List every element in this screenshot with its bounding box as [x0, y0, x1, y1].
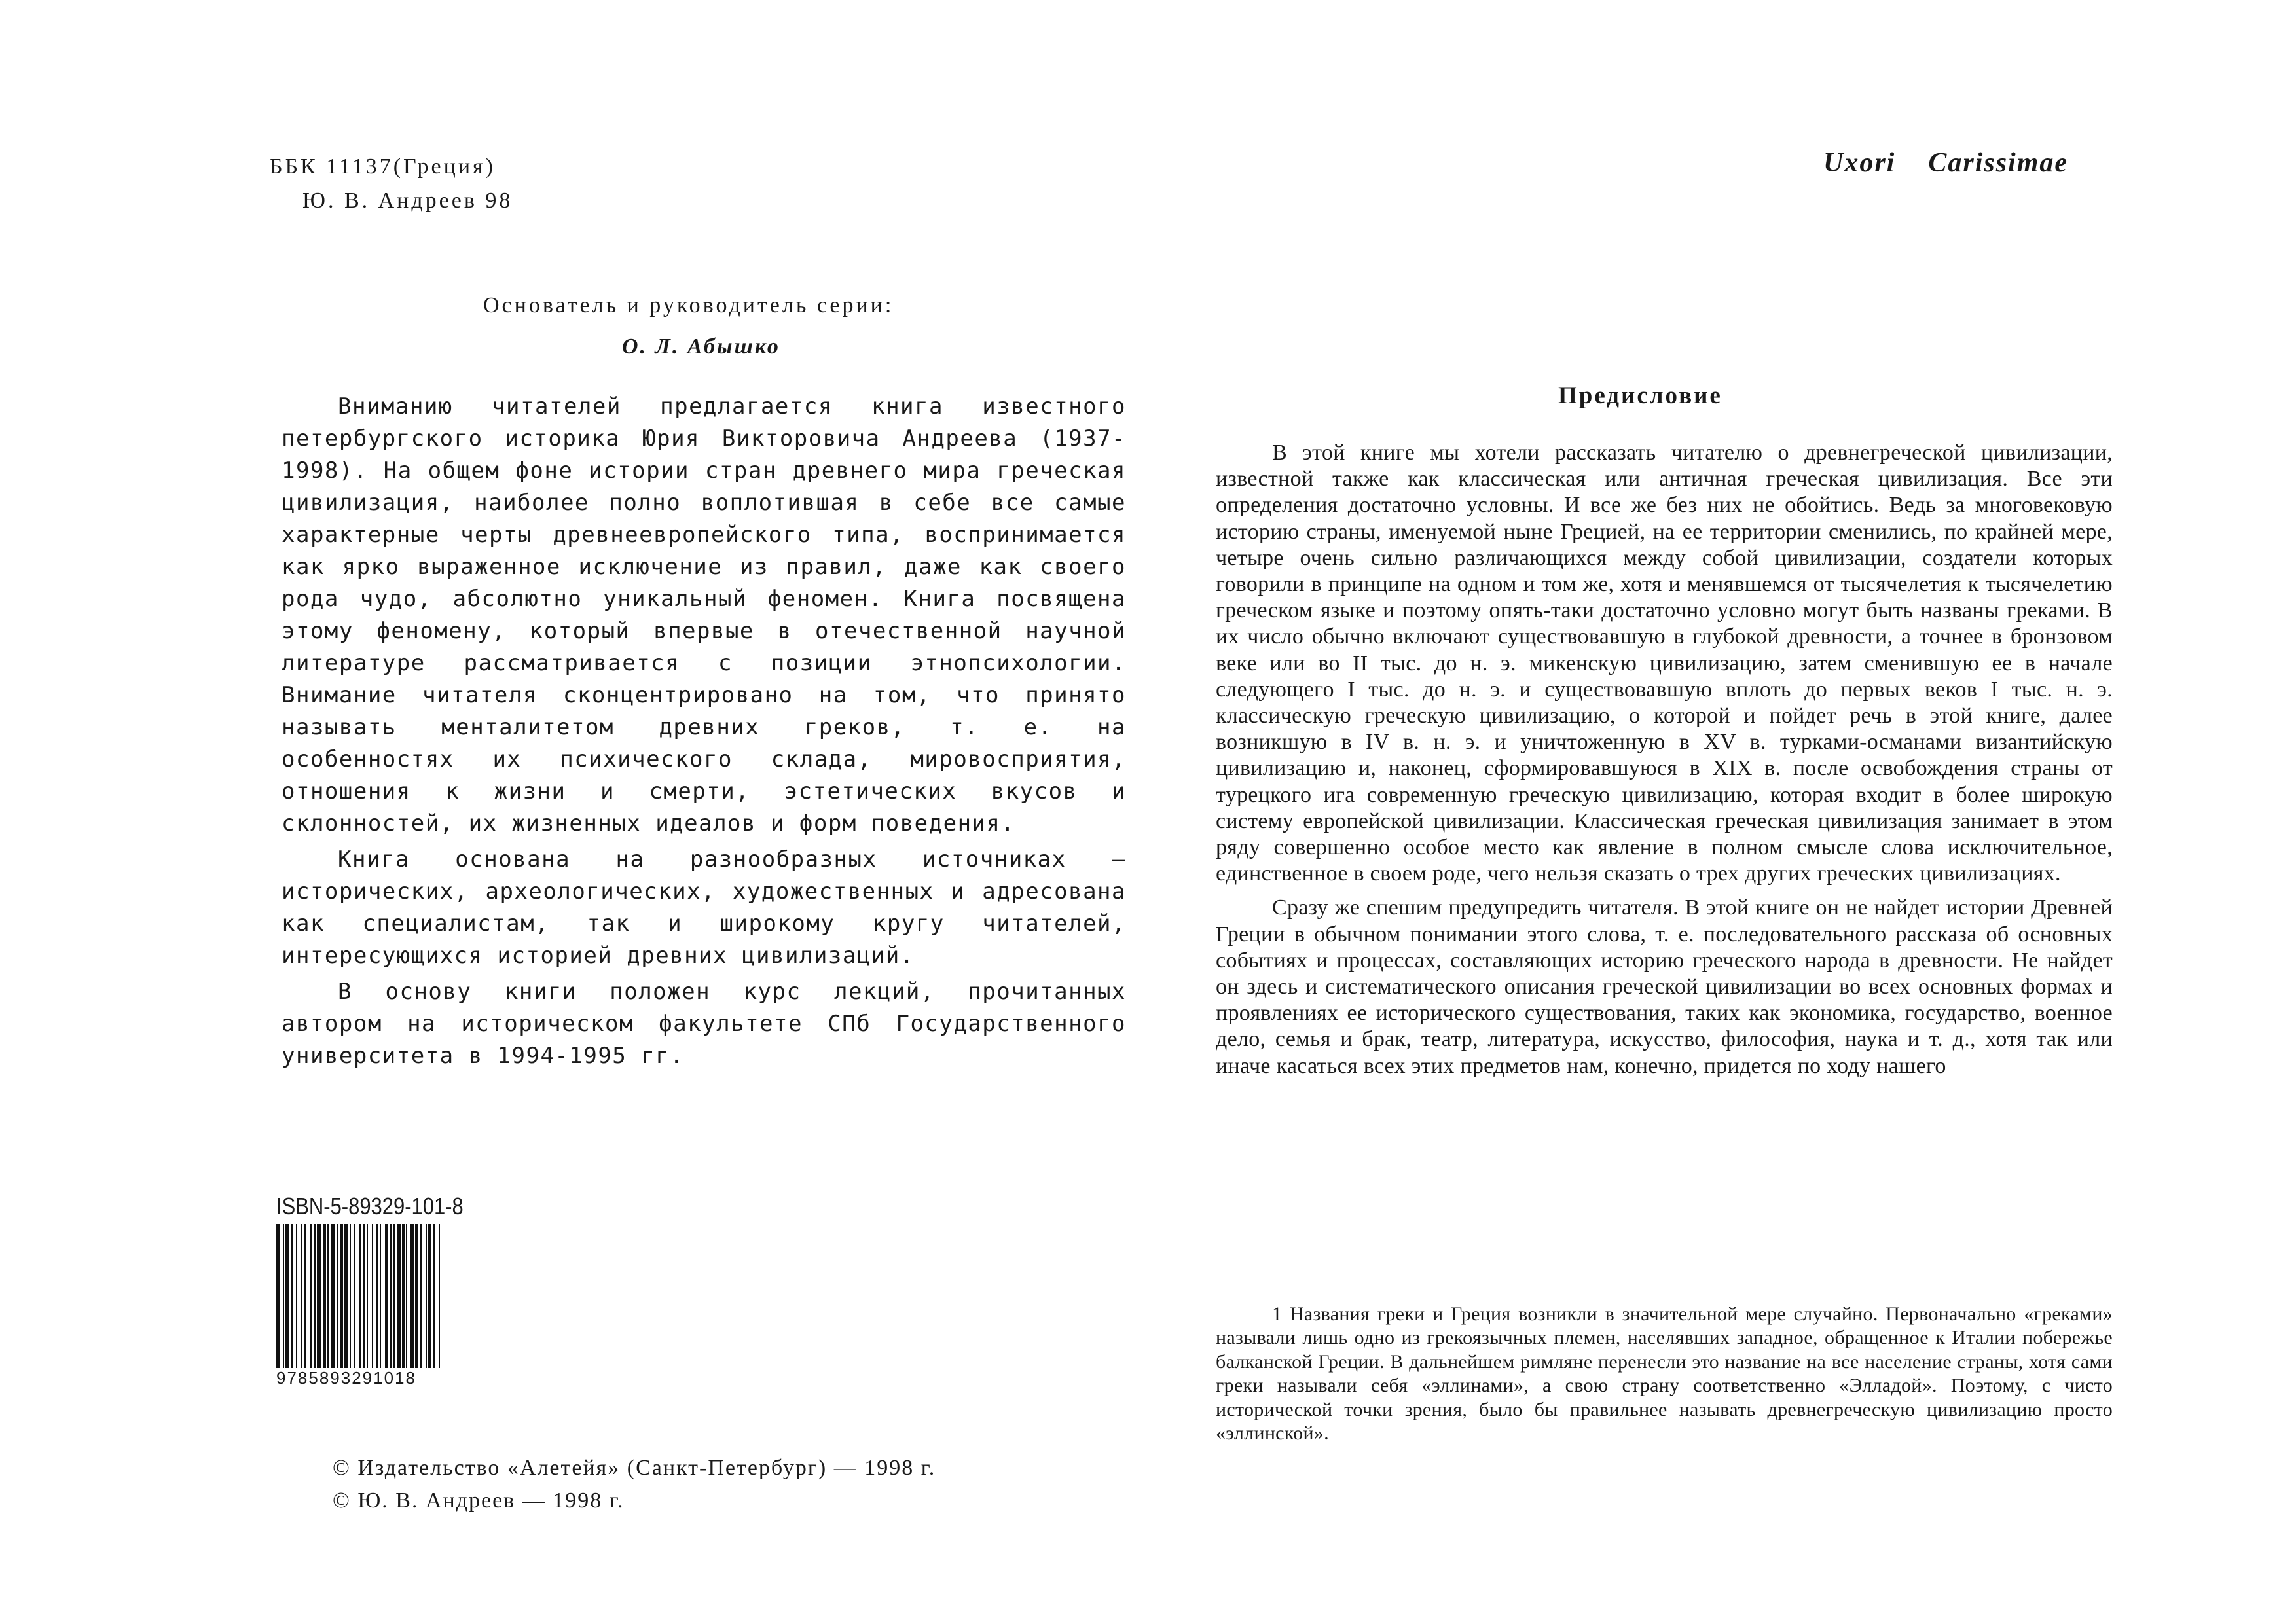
barcode-digits: 9785893291018: [276, 1369, 492, 1386]
preface-body: [1216, 440, 2113, 1079]
barcode-bar: [367, 1224, 368, 1368]
dedication: Uxori Carissimae: [1823, 148, 2069, 178]
barcode-bar: [380, 1224, 381, 1368]
barcode-bar: [296, 1224, 297, 1368]
barcode-bar: [359, 1224, 361, 1368]
barcode-bar: [340, 1224, 343, 1368]
footnote-text: 1 Названия греки и Греция возникли в значительной мере случайно. Первоначально «греками» называли лишь одно из грекоязычных племен, населявших западное, обращенное к Италии побережье балканской Греции. В дальнейшем римляне перенесли это название на все население страны, хотя сами греки называли себя «эллинами», а свою страну соответственно «Элладой». Поэтому, с чисто исторической точки зрения, было бы правильнее называть древнегреческую цивилизацию просто «эллинской».: [1216, 1303, 2113, 1445]
section-heading: Предисловие: [1558, 382, 1722, 409]
barcode-bar: [420, 1224, 422, 1368]
barcode-bar: [276, 1224, 280, 1368]
barcode-bar: [402, 1224, 405, 1368]
barcode-bar: [310, 1224, 312, 1368]
barcode-bar: [439, 1224, 440, 1368]
barcode-bar: [397, 1224, 401, 1368]
barcode-bar: [363, 1224, 365, 1368]
footnote: [1216, 1303, 2113, 1445]
barcode-bar: [426, 1224, 427, 1368]
barcode-bar: [301, 1224, 302, 1368]
barcode-bar: [323, 1224, 326, 1368]
isbn-label: ISBN-5-89329-101-8: [276, 1193, 464, 1219]
barcode: [276, 1224, 492, 1388]
barcode-bar: [433, 1224, 435, 1368]
series-founder-label: Основатель и руководитель серии:: [483, 293, 894, 317]
barcode-bar: [385, 1224, 388, 1368]
barcode-bar: [317, 1224, 321, 1368]
barcode-bar: [314, 1224, 316, 1368]
barcode-bar: [327, 1224, 329, 1368]
barcode-bar: [285, 1224, 289, 1368]
author-code: Ю. В. Андреев 98: [302, 189, 513, 213]
barcode-bar: [291, 1224, 293, 1368]
barcode-bar: [410, 1224, 414, 1368]
barcode-bar: [406, 1224, 407, 1368]
barcode-bar: [372, 1224, 373, 1368]
preface-paragraph: Сразу же спешим предупредить читателя. В этой книге он не найдет истории Древней Греции в обычном понимании этого слова, т. е. последовательного рассказа об основных событиях и процессах, составляющих историю греческого народа в древности. Не найдет он здесь и систематического описания греческой цивилизации во всех основных формах и проявлениях ее исторического существования, таких как экономика, государство, военное дело, семья и брак, театр, литература, искусство, философия, наука и т. д., хотя так или иначе касаться всех этих предметов нам, конечно, придется по ходу нашего: [1216, 895, 2113, 1078]
barcode-bar: [304, 1224, 306, 1368]
preface-paragraph: В этой книге мы хотели рассказать читателю о древнегреческой цивилизации, известной также как классическая или античная греческая цивилизация. Все эти определения достаточно условны. И все же без них не обойтись. Ведь за многовековую историю страны, именуемой ныне Грецией, на ее территории сменились, по крайней мере, четыре очень сильно различающихся между собой цивилизации, создатели которых говорили в принципе на одном и том же, хотя и менявшемся от тысячелетия к тысячелетию греческом языке и поэтому опять-таки достаточно условно могут быть названы греками. В их число обычно включают существовавшую в глубокой древности, а точнее в бронзовом веке или во II тыс. до н. э. микенскую цивилизацию, затем сменившую ее в начале следующего I тыс. до н. э. и существовавшую вплоть до первых веков I тыс. н. э. классическую греческую цивилизацию, о которой и пойдет речь в этой книге, далее возникшую в IV в. н. э. и уничтоженную в XV в. турками-османами византийскую цивилизацию и, наконец, сформировавшуюся в XIX в. после освобождения страны от турецкого ига современную греческую цивилизацию, которая входит в более широкую систему европейской цивилизации. Классическая греческая цивилизация занимает в этом ряду совершенно особое место как явление в полном смысле слова исключительное, единственное в своем роде, чего нельзя сказать о трех других греческих цивилизациях.: [1216, 441, 2113, 886]
barcode-bar: [283, 1224, 284, 1368]
annotation-paragraph: Книга основана на разнообразных источниках — исторических, археологических, художественных и адресована как специалистам, так и широкому кругу читателей, интересующихся историей древних цивилизаций.: [282, 846, 1126, 969]
barcode-bar: [393, 1224, 395, 1368]
copyright-author: © Ю. В. Андреев — 1998 г.: [333, 1489, 625, 1513]
bbk-classification: ББК 11137(Греция): [270, 154, 496, 179]
annotation: [282, 391, 1126, 1072]
annotation-paragraph: В основу книги положен курс лекций, прочитанных автором на историческом факультете СПб Государственного университета в 1994-1995 гг.: [282, 979, 1126, 1069]
barcode-bar: [390, 1224, 392, 1368]
barcode-bar: [354, 1224, 355, 1368]
barcode-icon: [276, 1224, 492, 1368]
barcode-bar: [344, 1224, 348, 1368]
barcode-bar: [376, 1224, 378, 1368]
series-founder-name: О. Л. Абышко: [622, 334, 780, 359]
barcode-bar: [428, 1224, 431, 1368]
barcode-bar: [331, 1224, 335, 1368]
barcode-bar: [415, 1224, 418, 1368]
barcode-bar: [337, 1224, 338, 1368]
barcode-bar: [350, 1224, 351, 1368]
copyright-publisher: © Издательство «Алетейя» (Санкт-Петербург) — 1998 г.: [333, 1456, 936, 1480]
annotation-paragraph: Вниманию читателей предлагается книга известного петербургского историка Юрия Викторовича Андреева (1937-1998). На общем фоне истории стран древнего мира греческая цивилизация, наиболее полно воплотившая в себе все самые характерные черты древнеевропейского типа, воспринимается как ярко выраженное исключение из правил, даже как своего рода чудо, абсолютно уникальный феномен. Книга посвящена этому феномену, который впервые в отечественной научной литературе рассматривается с позиции этнопсихологии. Внимание читателя сконцентрировано на том, что принято называть менталитетом древних греков, т. е. на особенностях их психического склада, мировосприятия, отношения к жизни и смерти, эстетических вкусов и склонностей, их жизненных идеалов и форм поведения.: [282, 393, 1126, 837]
